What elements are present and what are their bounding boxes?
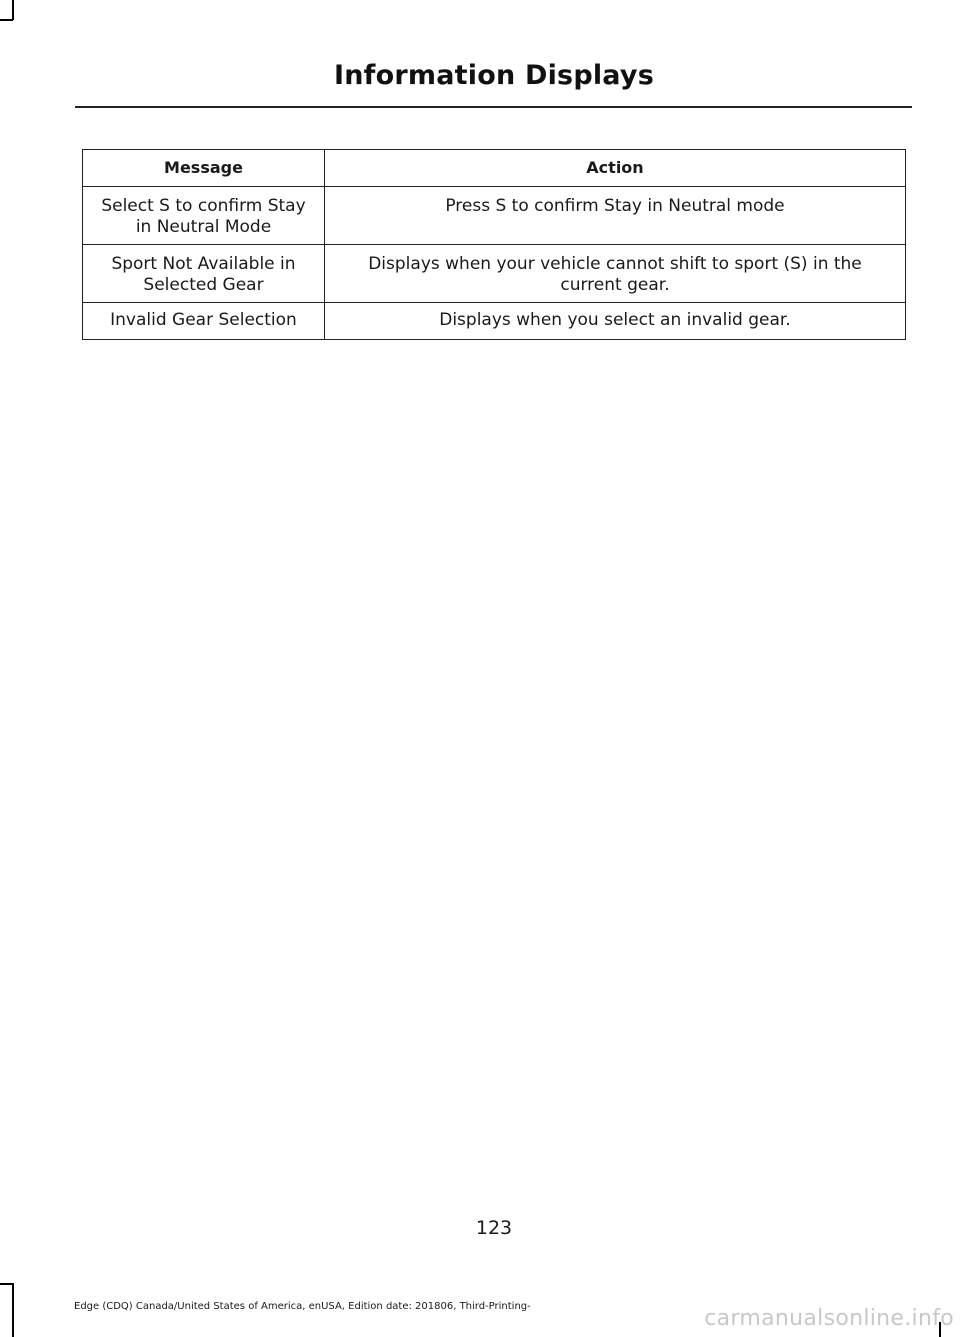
message-cell: Select S to confirm Stay in Neutral Mode	[83, 187, 325, 245]
watermark: carmanualsonline.info	[704, 1306, 954, 1331]
message-table	[82, 149, 906, 340]
action-cell: Press S to confirm Stay in Neutral mode	[325, 187, 906, 245]
table-row	[83, 187, 906, 245]
table-header-row	[83, 150, 906, 187]
column-header-action: Action	[325, 150, 906, 187]
title-divider	[75, 106, 912, 108]
action-cell: Displays when you select an invalid gear.	[325, 303, 906, 340]
crop-mark-bottom-left-vertical	[12, 1283, 14, 1337]
message-cell: Sport Not Available in Selected Gear	[83, 245, 325, 303]
message-cell: Invalid Gear Selection	[83, 303, 325, 340]
column-header-message: Message	[83, 150, 325, 187]
table-row	[83, 245, 906, 303]
section-title: Information Displays	[334, 60, 654, 91]
page-number: 123	[475, 1217, 513, 1239]
edition-footer: Edge (CDQ) Canada/United States of America, enUSA, Edition date: 201806, Third-Printing-	[74, 1301, 531, 1312]
crop-mark-top-left-vertical	[12, 0, 14, 20]
action-cell: Displays when your vehicle cannot shift to sport (S) in the current gear.	[325, 245, 906, 303]
table-row	[83, 303, 906, 340]
crop-mark-top-left-horizontal	[0, 19, 13, 21]
